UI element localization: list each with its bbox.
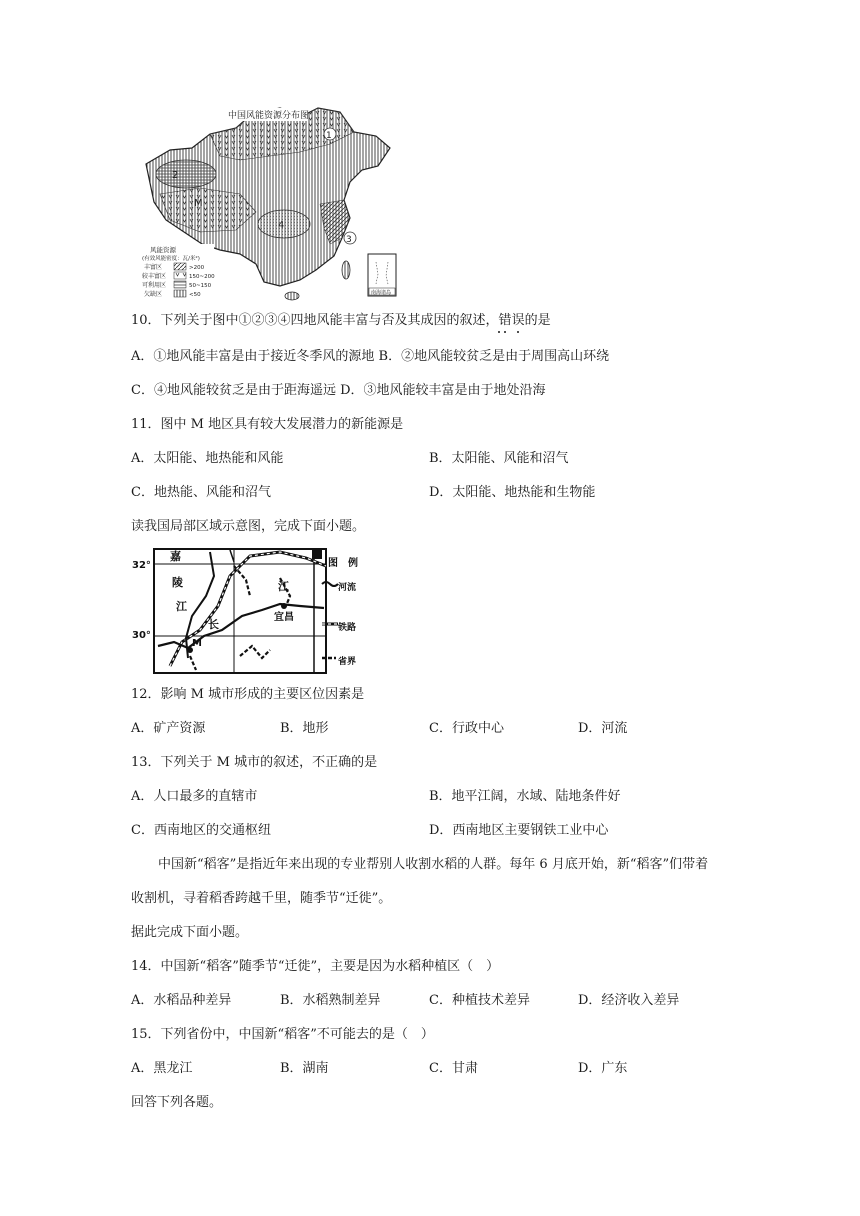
wind-legend-title: 风能资源 xyxy=(150,246,176,254)
q11-option-a: A．太阳能、地热能和风能 xyxy=(131,451,284,466)
city-yichang xyxy=(281,603,287,609)
q11-stem: 11．图中 M 地区具有较大发展潜力的新能源是 xyxy=(131,417,404,432)
passage-line-2: 收割机，寻着稻香跨越千里，随季节“迁徙”。 xyxy=(131,891,392,906)
map2-legend-river: 河流 xyxy=(338,583,357,593)
q12-stem: 12．影响 M 城市形成的主要区位因素是 xyxy=(131,687,365,702)
inset-label: 南海诸岛 xyxy=(371,290,392,296)
intro-map2: 读我国局部区域示意图，完成下面小题。 xyxy=(131,519,366,534)
taiwan-island xyxy=(342,261,350,279)
wind-map-svg xyxy=(140,104,402,304)
svg-text:M: M xyxy=(194,198,203,209)
emphasis-char: 误 xyxy=(511,313,525,328)
map2-legend-border: 省界 xyxy=(338,657,357,667)
q15-option-b: B．湖南 xyxy=(280,1061,329,1076)
q13-option-a: A．人口最多的直辖市 xyxy=(131,789,258,804)
wind-energy-map xyxy=(140,104,402,304)
zone-2-basin xyxy=(156,160,216,188)
q14-option-c: C．种植技术差异 xyxy=(429,993,530,1008)
q12-option-a: A．矿产资源 xyxy=(131,721,206,736)
q10-options-ab: A．①地风能丰富是由于接近冬季风的源地 B．②地风能较贫乏是由于周围高山环绕 xyxy=(131,349,610,364)
q11-option-b: B．太阳能、风能和沼气 xyxy=(429,451,569,466)
svg-text:2: 2 xyxy=(172,170,179,181)
svg-text:陵: 陵 xyxy=(172,576,183,589)
q13-stem: 13．下列关于 M 城市的叙述，不正确的是 xyxy=(131,755,378,770)
q14-option-a: A．水稻品种差异 xyxy=(131,993,232,1008)
svg-text:1: 1 xyxy=(326,131,332,141)
wind-map-title: 中国风能资源分布图 xyxy=(228,111,310,121)
q15-option-d: D．广东 xyxy=(578,1061,628,1076)
q12-option-b: B．地形 xyxy=(280,721,329,736)
q12-option-c: C．行政中心 xyxy=(429,721,504,736)
svg-text:较丰富区: 较丰富区 xyxy=(142,273,167,280)
q10-stem: 10．下列关于图中①②③④四地风能丰富与否及其成因的叙述，错误的是 xyxy=(131,313,551,328)
q11-option-d: D．太阳能、地热能和生物能 xyxy=(429,485,596,500)
q11-option-c: C．地热能、风能和沼气 xyxy=(131,485,271,500)
svg-text:3: 3 xyxy=(346,235,352,245)
svg-text:嘉: 嘉 xyxy=(170,550,181,563)
lat-32: 32° xyxy=(132,560,151,571)
hainan-island xyxy=(285,292,299,300)
q15-option-a: A．黑龙江 xyxy=(131,1061,193,1076)
q13-option-c: C．西南地区的交通枢纽 xyxy=(131,823,271,838)
svg-text:<50: <50 xyxy=(189,292,201,298)
svg-text:可利用区: 可利用区 xyxy=(142,282,167,289)
svg-text:>200: >200 xyxy=(189,265,205,271)
q10-options-cd: C．④地风能较贫乏是由于距海遥远 D．③地风能较丰富是由于地处沿海 xyxy=(131,383,546,398)
map2-legend-title: 图 例 xyxy=(328,558,358,569)
lat-30: 30° xyxy=(132,630,151,641)
svg-text:50~150: 50~150 xyxy=(189,283,212,289)
q12-option-d: D．河流 xyxy=(578,721,628,736)
q14-option-b: B．水稻熟制差异 xyxy=(280,993,381,1008)
q13-option-d: D．西南地区主要钢铁工业中心 xyxy=(429,823,609,838)
svg-text:长: 长 xyxy=(208,618,219,631)
svg-text:M: M xyxy=(192,638,202,649)
q14-option-d: D．经济收入差异 xyxy=(578,993,680,1008)
wind-legend-subtitle: (有效风能密度：瓦/米²) xyxy=(142,256,200,262)
svg-text:江: 江 xyxy=(278,580,289,593)
q15-option-c: C．甘肃 xyxy=(429,1061,478,1076)
passage-line-1: 中国新“稻客”是指近年来出现的专业帮别人收割水稻的人群。每年 6 月底开始，新“稻客”们带着 xyxy=(158,857,709,872)
svg-text:丰富区: 丰富区 xyxy=(144,264,163,271)
regional-map-svg xyxy=(130,546,360,678)
closing-instruction: 回答下列各题。 xyxy=(131,1095,223,1110)
q14-stem: 14．中国新“稻客”随季节“迁徙”，主要是因为水稻种植区（ ） xyxy=(131,959,500,974)
map2-legend-railway: 铁路 xyxy=(338,623,357,633)
svg-text:欠缺区: 欠缺区 xyxy=(144,291,163,298)
q10-stem-emphasis xyxy=(499,313,525,328)
regional-map xyxy=(130,546,360,678)
svg-text:4: 4 xyxy=(278,220,285,231)
svg-text:宜昌: 宜昌 xyxy=(274,612,294,623)
q13-option-b: B．地平江阔，水域、陆地条件好 xyxy=(429,789,621,804)
passage-line-3: 据此完成下面小题。 xyxy=(131,925,249,940)
svg-text:150~200: 150~200 xyxy=(189,274,215,280)
emphasis-char: 错 xyxy=(498,313,512,328)
q15-stem: 15．下列省份中，中国新“稻客”不可能去的是（ ） xyxy=(131,1027,434,1042)
svg-text:江: 江 xyxy=(176,600,187,613)
